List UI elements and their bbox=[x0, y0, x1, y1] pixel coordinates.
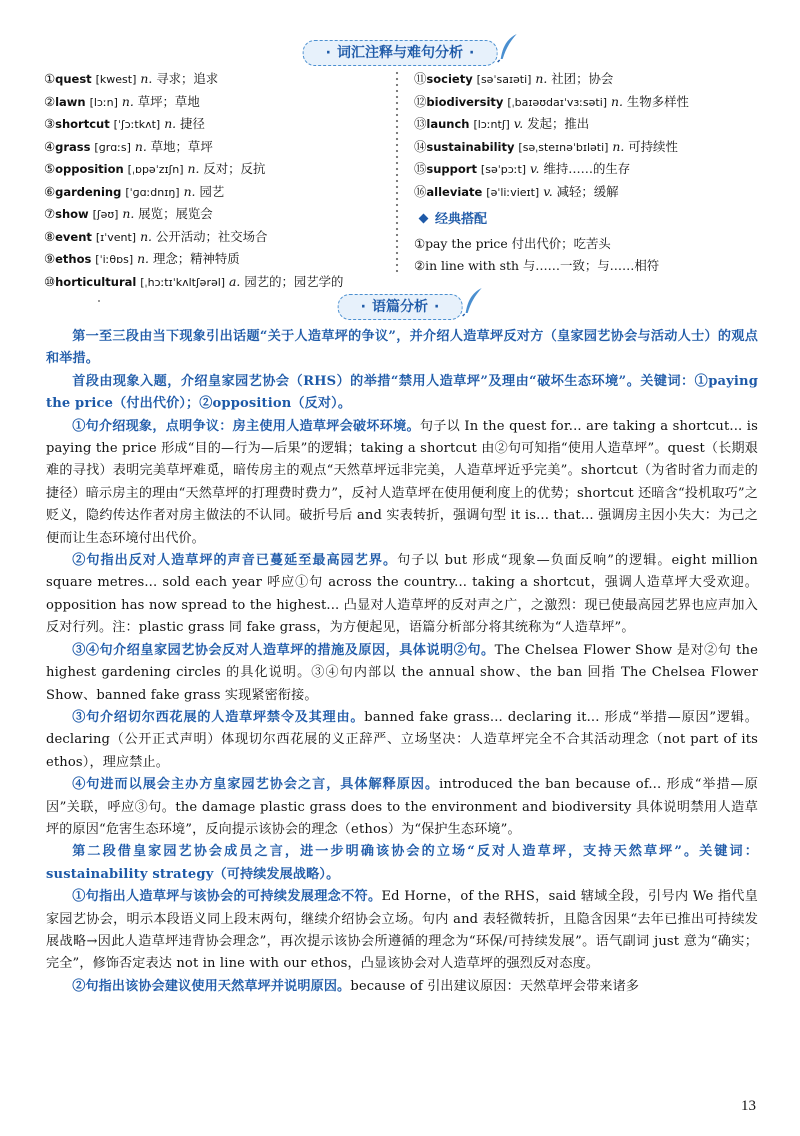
vocab-entry bbox=[414, 158, 774, 181]
vocab-word: society bbox=[426, 72, 473, 86]
vocab-phonetic: [ˌhɔːtɪˈkʌltʃərəl] bbox=[140, 275, 226, 289]
analysis-paragraph bbox=[46, 886, 758, 976]
analysis-summary: ③④句介绍皇家园艺协会反对人造草坪的措施及原因，具体说明②句。 bbox=[72, 642, 495, 658]
vocab-word: horticultural bbox=[55, 274, 137, 289]
analysis-detail: Ed Horne，of the RHS，said 辖域全段，引号内 We 指代皇家园艺协会，明示本段语义同上段末两句，继续介绍协会立场。句内 and 表轻微转折，且隐含因果“去年已推出可持续发展战略→因此人造草坪违背协会理念”，再次提示该协会所遵循的理念为“环保/可持续发展”。语气副词 just 意为“确实；完全”，修饰否定表达 not in line with our ethos，凸显该协会对人造草坪的强烈反对态度。 bbox=[46, 889, 758, 972]
vocab-pos: n. bbox=[183, 183, 196, 199]
vocab-word: show bbox=[55, 207, 89, 221]
vocab-definition: 园艺 bbox=[199, 183, 225, 199]
vocab-number: ① bbox=[44, 71, 56, 86]
vocab-word: ethos bbox=[55, 252, 92, 266]
vocab-word: support bbox=[426, 162, 477, 176]
vocab-phonetic: [ˌɒpəˈzɪʃn] bbox=[127, 163, 184, 176]
discourse-section-header: · 语篇分析 · bbox=[338, 294, 463, 320]
vocab-number: ⑪ bbox=[414, 71, 427, 86]
vocab-entry bbox=[44, 136, 384, 159]
vocab-entry bbox=[44, 203, 384, 226]
analysis-paragraph bbox=[46, 416, 758, 550]
vocab-pos: n. bbox=[122, 206, 135, 221]
vocab-entry bbox=[44, 158, 384, 181]
vocab-number: ⑥ bbox=[44, 183, 56, 199]
vocab-number: ⑨ bbox=[44, 251, 56, 266]
analysis-detail: 句子以 but 形成“现象—负面反响”的逻辑。eight million square metres... sold each year 呼应①句 across the country... taking a shortcut，强调人造草坪大受欢迎。opposition has now spread to the highest... 凸显对人造草坪的反对声之广，之激烈：现已使最高园艺界也应声加入反对行列。注：plastic grass 同 fake grass，为方便起见，语篇分析部分将其统称为“人造草坪”。 bbox=[46, 553, 758, 636]
vocab-definition: 展览；展览会 bbox=[138, 206, 213, 221]
vocab-number: ⑩ bbox=[44, 273, 56, 289]
vocab-phonetic: [səˈpɔːt] bbox=[480, 163, 527, 176]
vocab-pos: v. bbox=[530, 161, 540, 176]
vocab-word: sustainability bbox=[426, 139, 515, 154]
vocab-definition: 公开活动；社交场合 bbox=[155, 228, 268, 244]
vocab-word: grass bbox=[55, 139, 91, 154]
vocab-number: ⑬ bbox=[414, 116, 427, 131]
vocab-entry bbox=[44, 248, 384, 271]
vocab-entry bbox=[44, 226, 384, 249]
vocab-entry bbox=[44, 271, 384, 294]
vocab-phonetic: [səˌsteɪnəˈbɪləti] bbox=[518, 140, 609, 154]
vocab-pos: v. bbox=[513, 116, 524, 131]
analysis-summary: ②句指出反对人造草坪的声音已蔓延至最高园艺界。 bbox=[72, 553, 398, 569]
vocab-entry bbox=[44, 68, 384, 91]
analysis-summary: ④句进而以展会主办方皇家园艺协会之言，具体解释原因。 bbox=[72, 777, 440, 793]
vocab-pos: n. bbox=[121, 93, 134, 109]
analysis-summary: ②句指出该协会建议使用天然草坪并说明原因。 bbox=[72, 978, 351, 994]
discourse-section-title: 语篇分析 bbox=[372, 299, 428, 315]
vocab-phonetic: [ˈiːθɒs] bbox=[95, 253, 134, 266]
analysis-detail: introduced the ban because of... 形成“举措—原因”关联，呼应③句。the damage plastic grass does to the environment and biodiversity 具体说明禁用人造草坪的原因“危害生态环境”，反向提示该协会的理念（ethos）为“保护生态环境”。 bbox=[46, 777, 758, 837]
analysis-summary: 第二段借皇家园艺协会成员之言，进一步明确该协会的立场“反对人造草坪，支持天然草坪”。关键词：sustainability strategy（可持续发展战略）。 bbox=[46, 844, 758, 882]
vocab-pos: n. bbox=[134, 138, 147, 154]
vocab-definition: 寻求；追求 bbox=[156, 71, 219, 86]
vocab-list-right bbox=[414, 68, 774, 276]
analysis-paragraph bbox=[46, 841, 758, 886]
vocab-entry bbox=[44, 91, 384, 114]
vocab-word: opposition bbox=[55, 162, 124, 176]
vocab-number: ② bbox=[44, 93, 56, 109]
vocab-definition: 可持续性 bbox=[628, 138, 678, 154]
vocab-definition: 减轻；缓解 bbox=[556, 183, 619, 199]
vocab-pos: n. bbox=[612, 138, 625, 154]
vocab-phonetic: [səˈsaɪəti] bbox=[476, 73, 532, 86]
vocab-word: lawn bbox=[55, 94, 86, 109]
vocab-phonetic: [əˈliːvieɪt] bbox=[486, 185, 540, 199]
vocab-definition: 捷径 bbox=[180, 116, 205, 131]
vocab-entry bbox=[414, 113, 774, 136]
vocab-word: event bbox=[55, 229, 92, 244]
vocab-word: biodiversity bbox=[426, 94, 504, 109]
vocab-definition: 园艺的；园艺学的 bbox=[244, 273, 344, 289]
vocab-number: ③ bbox=[44, 116, 56, 131]
vocab-number: ⑯ bbox=[414, 183, 427, 199]
vocab-entry bbox=[414, 181, 774, 204]
analysis-detail: banned fake grass... declaring it... 形成“举措—原因”逻辑。declaring（公开正式声明）体现切尔西花展的义正辞严、立场坚决：人造草坪完全不合其活动理念（not part of its ethos），理应禁止。 bbox=[46, 709, 758, 770]
quill-icon bbox=[496, 33, 518, 63]
vocab-pos: n. bbox=[140, 71, 153, 86]
vocab-number: ⑮ bbox=[414, 161, 427, 176]
vocab-number: ⑧ bbox=[44, 228, 56, 244]
vocab-pos: v. bbox=[543, 183, 553, 199]
collocation-title: 经典搭配 bbox=[414, 207, 774, 233]
discourse-analysis bbox=[46, 326, 758, 998]
vocab-entry bbox=[414, 136, 774, 159]
vocab-phonetic: [kwest] bbox=[95, 73, 137, 86]
analysis-summary: 首段由现象入题，介绍皇家园艺协会（RHS）的举措“禁用人造草坪”及理由“破坏生态环境”。关键词：①paying the price（付出代价）；②opposition（反对）。 bbox=[46, 373, 758, 412]
vocab-pos: n. bbox=[535, 71, 548, 86]
vocab-word: launch bbox=[426, 117, 470, 131]
vocab-definition: 生物多样性 bbox=[626, 93, 689, 109]
collocation-item: ①pay the price 付出代价；吃苦头 bbox=[414, 236, 611, 251]
analysis-summary: ③句介绍切尔西花展的人造草坪禁令及其理由。 bbox=[72, 709, 365, 725]
collocation-item: ②in line with sth 与……一致；与……相符 bbox=[414, 257, 660, 273]
quill-icon bbox=[461, 287, 483, 317]
vocab-definition: 发起；推出 bbox=[527, 116, 590, 131]
vocab-definition: 维持……的生存 bbox=[543, 161, 631, 176]
vocab-definition: 草地；草坪 bbox=[150, 138, 213, 154]
analysis-paragraph bbox=[46, 550, 758, 640]
vocab-section-header: · 词汇注释与难句分析 · bbox=[303, 40, 498, 66]
analysis-summary: ①句指出人造草坪与该协会的可持续发展理念不符。 bbox=[72, 889, 382, 905]
analysis-summary: 第一至三段由当下现象引出话题“关于人造草坪的争议”，并介绍人造草坪反对方（皇家园艺协会与活动人士）的观点和举措。 bbox=[46, 329, 758, 367]
vocab-number: ⑫ bbox=[414, 93, 427, 109]
page-number: 13 bbox=[741, 1098, 756, 1114]
vocab-phonetic: [ɡrɑːs] bbox=[94, 140, 131, 154]
vocab-definition: 草坪；草地 bbox=[137, 93, 200, 109]
vocab-phonetic: [ʃəʊ] bbox=[92, 208, 119, 221]
vocab-word: quest bbox=[55, 72, 92, 86]
vocab-number: ⑭ bbox=[414, 138, 427, 154]
vocab-entry bbox=[414, 91, 774, 114]
vocab-phonetic: [lɔːn] bbox=[89, 95, 118, 109]
vocab-pos: a. bbox=[229, 273, 241, 289]
vocab-pos: n. bbox=[611, 93, 623, 109]
vocab-phonetic: [lɔːntʃ] bbox=[473, 118, 510, 131]
vocab-list-left bbox=[44, 68, 384, 293]
analysis-detail: 句子以 In the quest for... are taking a shortcut... is paying the price 形成“目的—行为—后果”的逻辑；taking a shortcut 由②句可知指“使用人造草坪”。quest（长期艰难的寻找）表明完美草坪难觅，暗传房主的观点“天然草坪远非完美，人造草坪近乎完美”。shortcut（为省时省力而走的捷径）暗示房主的理由“天然草坪的打理费时费力”，反衬人造草坪在使用便利度上的优势；shortcut 还暗含“投机取巧”之贬义，隐约传达作者对房主做法的不认同。破折号后 and 实表转折，强调句型 it is... that... 强调房主因小失大：为己之便而让生态环境付出代价。 bbox=[46, 418, 758, 546]
vocab-definition: 社团；协会 bbox=[551, 71, 614, 86]
analysis-detail: because of 引出建议原因：天然草坪会带来诸多 bbox=[350, 978, 640, 994]
vocab-phonetic: [ˈʃɔːtkʌt] bbox=[113, 118, 161, 131]
vocab-phonetic: [ɪˈvent] bbox=[95, 230, 137, 244]
vocab-phonetic: [ˌbaɪəʊdaɪˈvɜːsəti] bbox=[507, 95, 608, 109]
vocab-pos: n. bbox=[164, 116, 177, 131]
vocab-word: gardening bbox=[55, 184, 122, 199]
vocab-number: ④ bbox=[44, 138, 56, 154]
vocab-entry bbox=[414, 68, 774, 91]
analysis-summary: ①句介绍现象，点明争议：房主使用人造草坪会破坏环境。 bbox=[72, 418, 420, 434]
vocab-definition: 理念；精神特质 bbox=[152, 251, 240, 266]
analysis-paragraph bbox=[46, 640, 758, 707]
analysis-detail: The Chelsea Flower Show 是对②句 the highest gardening circles 的具化说明。③④句内部以 the annual show、the ban 回指 The Chelsea Flower Show、banned fake grass 实现紧密衔接。 bbox=[46, 642, 759, 703]
vocab-pos: n. bbox=[187, 161, 200, 176]
vocab-number: ⑦ bbox=[44, 206, 56, 221]
analysis-paragraph bbox=[46, 707, 758, 774]
vocab-number: ⑤ bbox=[44, 161, 56, 176]
vocab-section-title: 词汇注释与难句分析 bbox=[337, 45, 463, 61]
vocab-phonetic: [ˈɡɑːdnɪŋ] bbox=[125, 185, 180, 199]
analysis-paragraph bbox=[46, 976, 758, 998]
vocab-entry bbox=[44, 181, 384, 204]
vocab-pos: n. bbox=[140, 228, 152, 244]
vocab-word: alleviate bbox=[426, 184, 483, 199]
diamond-bullet-icon bbox=[419, 214, 429, 224]
vocab-pos: n. bbox=[137, 251, 149, 266]
analysis-paragraph bbox=[46, 774, 758, 841]
analysis-paragraph bbox=[46, 326, 758, 371]
vocab-definition: 反对；反抗 bbox=[203, 161, 266, 176]
vocab-word: shortcut bbox=[55, 117, 110, 131]
analysis-paragraph bbox=[46, 371, 758, 416]
vocab-entry bbox=[44, 113, 384, 136]
scan-mark bbox=[98, 300, 100, 302]
column-divider bbox=[394, 70, 400, 276]
